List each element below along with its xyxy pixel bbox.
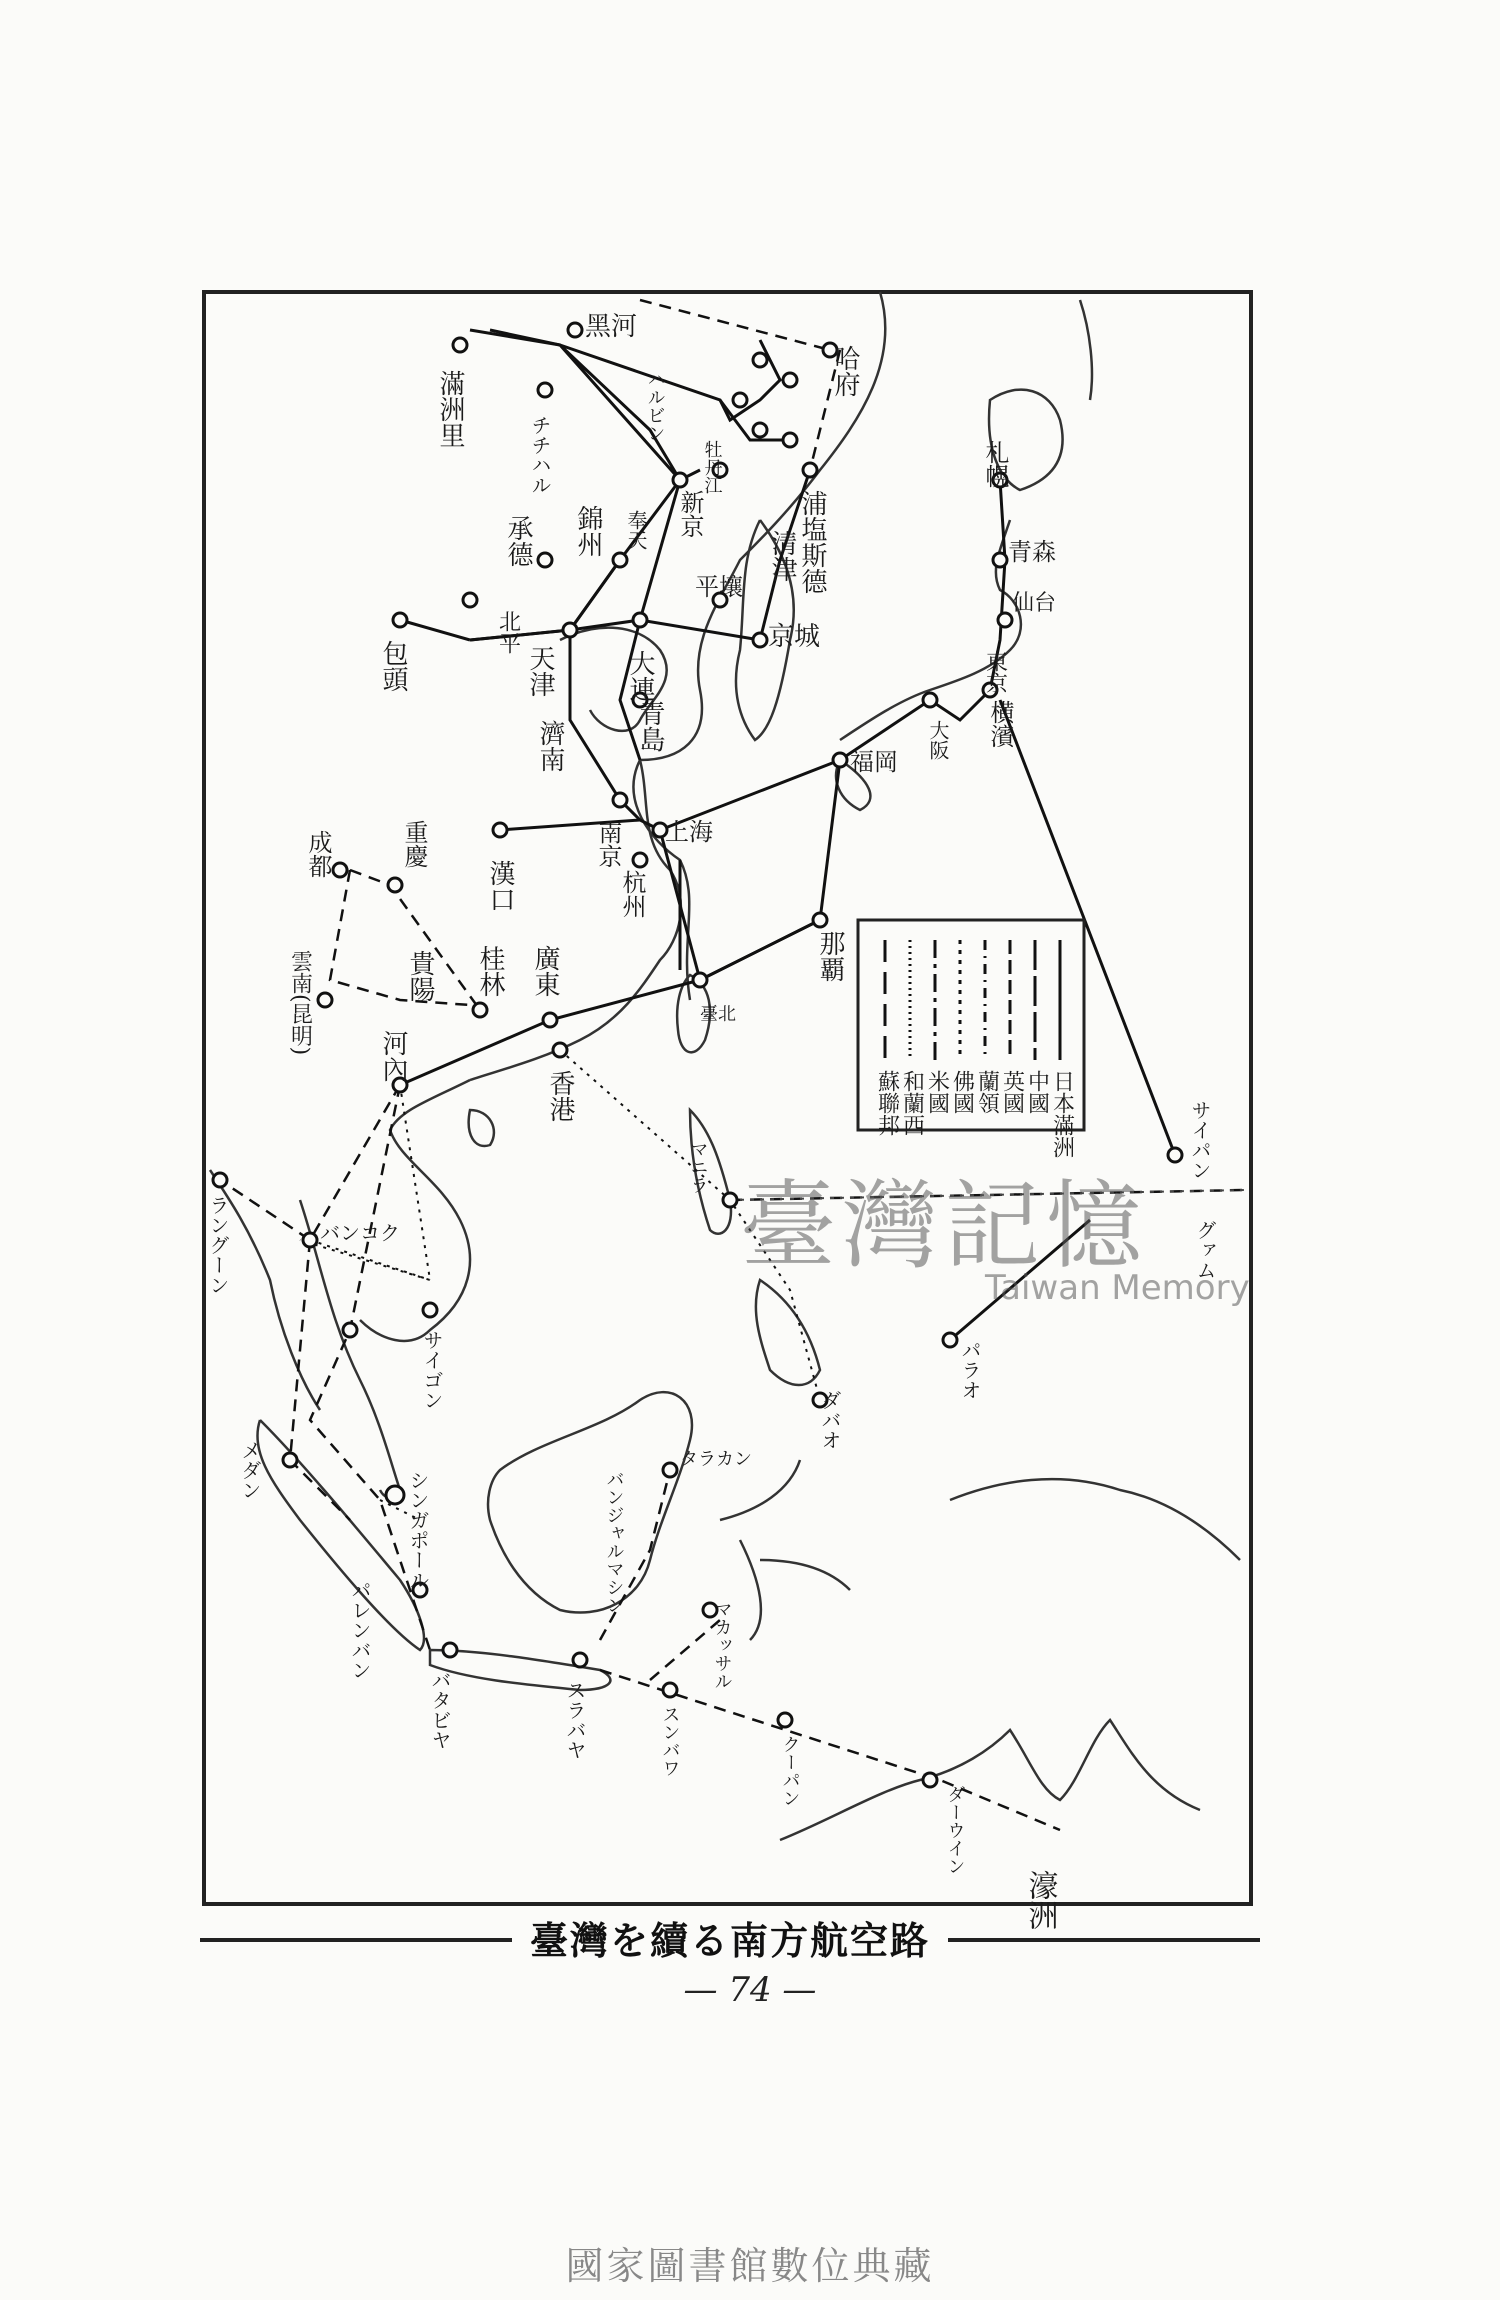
label-jinan: 濟南 xyxy=(535,720,565,772)
label-banjarmasin: バンジャルマシン xyxy=(603,1470,625,1614)
label-yokohama: 横濱 xyxy=(986,700,1014,748)
label-guangdong: 廣東 xyxy=(530,945,560,997)
label-manzhouli: 滿洲里 xyxy=(435,370,465,448)
label-tianjin: 天津 xyxy=(525,645,555,697)
dashed-routes xyxy=(220,300,1245,1830)
caption-text: 臺灣を續る南方航空路 xyxy=(512,1918,948,1963)
label-shanghai: 上海 xyxy=(665,818,713,846)
label-beiping: 北平 xyxy=(495,610,521,654)
label-taiwan: 臺北 xyxy=(700,1004,736,1025)
map-caption xyxy=(200,1910,1260,1970)
label-hafu: 哈府 xyxy=(830,345,860,397)
label-rangoon: ラングーン xyxy=(206,1195,230,1295)
legend-label-3: 英國 xyxy=(999,1070,1025,1114)
label-harbin: ハルビン xyxy=(644,370,666,442)
label-palembang: パレンバン xyxy=(348,1580,372,1680)
label-chengde: 承德 xyxy=(503,515,533,567)
legend-label-2: 中國 xyxy=(1024,1070,1050,1114)
label-medan: メダン xyxy=(238,1440,262,1500)
label-makassar: マカッサル xyxy=(711,1600,733,1690)
label-saipan: サイパン xyxy=(1188,1100,1212,1180)
legend-label-7: 和蘭西 xyxy=(899,1070,925,1136)
legend-label-1: 日本滿洲 xyxy=(1049,1070,1075,1158)
label-sendai: 仙台 xyxy=(1012,591,1057,616)
label-osaka: 大阪 xyxy=(926,720,950,760)
label-guiyang: 貴陽 xyxy=(405,950,435,1002)
watermark-main: 臺灣記憶 xyxy=(740,1170,1148,1282)
label-fengtian: 奉天 xyxy=(624,510,648,550)
label-darwin: ダーウイン xyxy=(944,1785,966,1875)
label-fukuoka: 福岡 xyxy=(850,748,898,776)
label-chengdu: 成都 xyxy=(304,830,332,878)
label-sumbawa: スンバワ xyxy=(659,1705,681,1777)
label-jinzhou: 錦州 xyxy=(573,505,603,557)
label-tarakan: タラカン xyxy=(680,1449,752,1470)
label-hankou: 漢口 xyxy=(485,860,515,912)
label-hongkong: 香港 xyxy=(545,1070,575,1122)
label-aomori: 青森 xyxy=(1008,538,1056,566)
label-hangzhou: 杭州 xyxy=(618,870,646,918)
legend-label-4: 蘭領 xyxy=(974,1070,1000,1114)
label-batavia: バタビヤ xyxy=(428,1670,452,1750)
page-number: — 74 — xyxy=(683,1970,817,2010)
label-bangkok: バンコク xyxy=(320,1221,400,1245)
label-kupang: クーパン xyxy=(779,1735,801,1807)
label-heihe: 黑河 xyxy=(585,312,638,342)
label-xinjing: 新京 xyxy=(676,490,704,538)
label-sapporo: 札幌 xyxy=(981,440,1009,488)
label-mudanjiang: 牡丹江 xyxy=(701,440,723,494)
label-qiqihar: チチハル xyxy=(528,415,552,495)
watermark-sub: Taiwan Memory xyxy=(985,1268,1250,1308)
label-palau: パラオ xyxy=(958,1340,982,1400)
label-guilin: 桂林 xyxy=(475,945,505,997)
label-baotou: 包頭 xyxy=(378,640,408,692)
legend-label-8: 蘇聯邦 xyxy=(874,1070,900,1136)
label-vladivostok: 浦塩斯德 xyxy=(797,490,827,594)
label-australia: 濠洲 xyxy=(1022,1870,1058,1930)
label-pingrang: 平壤 xyxy=(695,573,743,601)
label-singapore: シンガポール xyxy=(406,1470,430,1590)
label-jingcheng: 京城 xyxy=(768,622,821,652)
label-qingdao: 青島 xyxy=(635,700,665,752)
label-surabaya: スラバヤ xyxy=(563,1680,587,1760)
label-dalian: 大連 xyxy=(625,650,655,702)
label-davao: ダバオ xyxy=(818,1390,842,1450)
label-naba: 那覇 xyxy=(815,930,845,982)
label-manila: マニラ xyxy=(687,1140,709,1194)
label-saigon: サイゴン xyxy=(420,1330,444,1410)
legend-label-6: 米國 xyxy=(924,1070,950,1114)
label-nanjing: 南京 xyxy=(594,820,622,868)
legend-label-5: 佛國 xyxy=(949,1070,975,1114)
label-qingjin: 清津 xyxy=(767,530,797,582)
label-henei: 河內 xyxy=(378,1030,408,1082)
label-yunnan: 雲南(昆明) xyxy=(287,950,313,1056)
label-guam: グァム xyxy=(1193,1220,1217,1280)
label-tokyo: 東京 xyxy=(982,650,1008,694)
footer-credit: 國家圖書館數位典藏 xyxy=(565,2244,935,2288)
label-chongqing: 重慶 xyxy=(400,820,428,868)
